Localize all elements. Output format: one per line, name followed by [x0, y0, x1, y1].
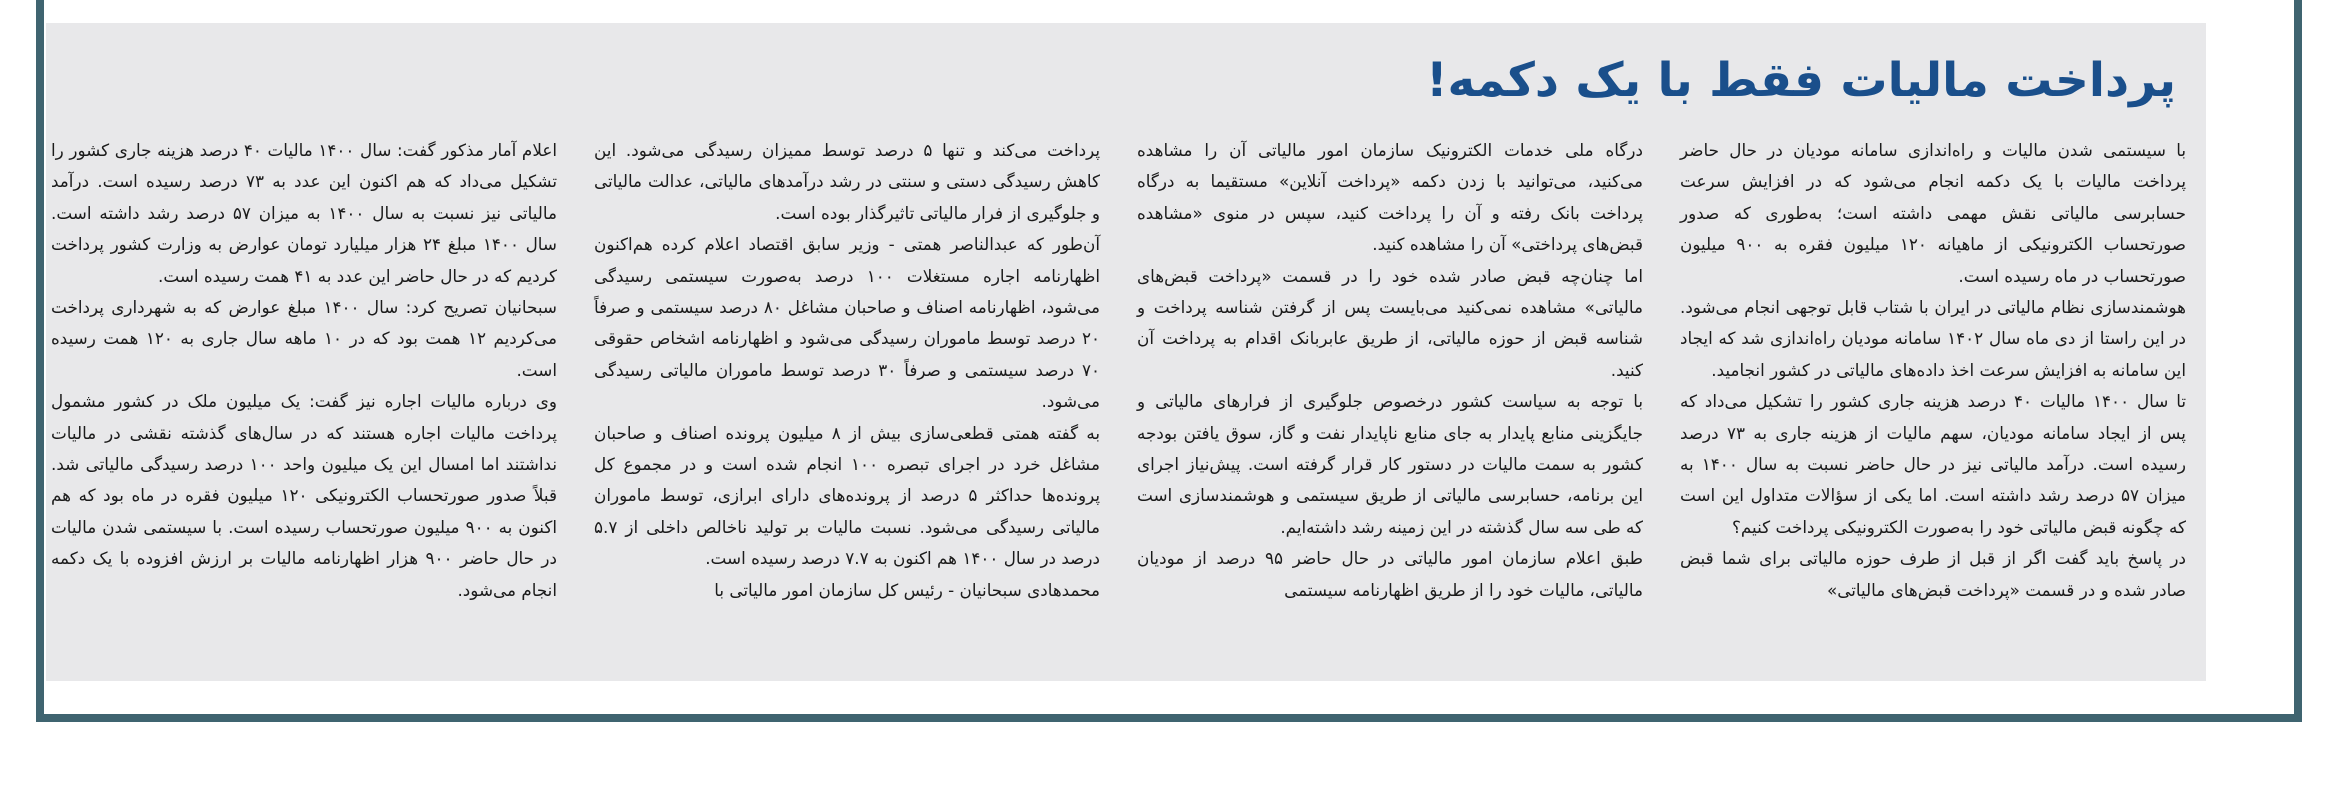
paragraph: اعلام آمار مذکور گفت: سال ۱۴۰۰ مالیات ۴۰ درصد هزینه جاری کشور را تشکیل می‌داد که هم اکنون این عدد به ۷۳ درصد رسیده است. درآمد مالیاتی نیز نسبت به سال ۱۴۰۰ به میزان ۵۷ درصد رشد داشته است. سال ۱۴۰۰ مبلغ ۲۴ هزار میلیارد تومان عوارض به وزارت کشور پرداخت کردیم که در حال حاضر این عدد به ۴۱ همت رسیده است.	[51, 140, 558, 286]
paragraph: طبق اعلام سازمان امور مالیاتی در حال حاضر ۹۵ درصد از مودیان مالیاتی، مالیات خود را از طریق اظهارنامه سیستمی	[1137, 548, 1643, 600]
article-panel	[46, 23, 2206, 681]
article-column-3	[594, 135, 1100, 606]
paragraph: درگاه ملی خدمات الکترونیک سازمان امور مالیاتی آن را مشاهده می‌کنید، می‌توانید با زدن دکمه «پرداخت آنلاین» مستقیما به درگاه پرداخت بانک رفته و آن را پرداخت کنید، سپس در منوی «مشاهده قبض‌های پرداختی» آن را مشاهده کنید.	[1137, 140, 1643, 255]
article-title: پرداخت مالیات فقط با یک دکمه!	[1426, 53, 2176, 108]
paragraph: محمدهادی سبحانیان - رئیس کل سازمان امور مالیاتی با	[714, 579, 1100, 600]
paragraph: هوشمندسازی نظام مالیاتی در ایران با شتاب قابل توجهی انجام می‌شود. در این راستا از دی ماه سال ۱۴۰۲ سامانه مودیان راه‌اندازی شد که ایجاد این سامانه به افزایش سرعت اخذ داده‌های مالیاتی در کشور انجامید.	[1680, 297, 2186, 380]
paragraph: به گفته همتی قطعی‌سازی بیش از ۸ میلیون پرونده اصناف و صاحبان مشاغل خرد در اجرای تبصره ۱۰۰ انجام شده است و در مجموع کل پرونده‌ها حداکثر ۵ درصد از پرونده‌های دارای ابرازی، توسط ماموران مالیاتی رسیدگی می‌شود. نسبت مالیات بر تولید ناخالص داخلی از ۵.۷ درصد در سال ۱۴۰۰ هم اکنون به ۷.۷ درصد رسیده است.	[594, 422, 1100, 569]
paragraph: پرداخت می‌کند و تنها ۵ درصد توسط ممیزان رسیدگی می‌شود. این کاهش رسیدگی دستی و سنتی در رشد درآمدهای مالیاتی، عدالت مالیاتی و جلوگیری از فرار مالیاتی تاثیرگذار بوده است.	[594, 140, 1101, 223]
paragraph: با سیستمی شدن مالیات و راه‌اندازی سامانه مودیان در حال حاضر پرداخت مالیات با یک دکمه انجام می‌شود که در افزایش سرعت حسابرسی مالیاتی نقش مهمی داشته است؛ به‌طوری که صدور صورتحساب الکترونیکی از ماهیانه ۱۲۰ میلیون فقره به ۹۰۰ میلیون صورتحساب در ماه رسیده است.	[1680, 140, 2187, 286]
paragraph: وی درباره مالیات اجاره نیز گفت: یک میلیون ملک در کشور مشمول پرداخت مالیات اجاره هستند که در سال‌های گذشته نقشی در مالیات نداشتند اما امسال این یک میلیون واحد ۱۰۰ درصد رسیدگی مالیاتی شد. قبلاً صدور صورتحساب الکترونیکی ۱۲۰ میلیون فقره در ماه بود که هم اکنون به ۹۰۰ میلیون صورتحساب رسیده است. با سیستمی شدن مالیات در حال حاضر ۹۰۰ هزار اظهارنامه مالیات بر ارزش افزوده با یک دکمه انجام می‌شود.	[51, 391, 558, 600]
paragraph: آن‌طور که عبدالناصر همتی - وزیر سابق اقتصاد اعلام کرده هم‌اکنون اظهارنامه اجاره مستغلات ۱۰۰ درصد به‌صورت سیستمی رسیدگی می‌شود، اظهارنامه اصناف و صاحبان مشاغل ۸۰ درصد سیستمی و صرفاً ۲۰ درصد توسط ماموران رسیدگی می‌شود و اظهارنامه اشخاص حقوقی ۷۰ درصد سیستمی و صرفاً ۳۰ درصد توسط ماموران مالیاتی رسیدگی می‌شود.	[594, 234, 1100, 412]
paragraph: با توجه به سیاست کشور درخصوص جلوگیری از فرارهای مالیاتی و جایگزینی منابع پایدار به جای منابع ناپایدار نفت و گاز، سوق یافتن بودجه کشور به سمت مالیات در دستور کار قرار گرفته است. پیش‌نیاز اجرای این برنامه، حسابرسی مالیاتی از طریق سیستمی و هوشمندسازی است که طی سه سال گذشته در این زمینه رشد داشته‌ایم.	[1137, 391, 1643, 537]
paragraph: در پاسخ باید گفت اگر از قبل از طرف حوزه مالیاتی برای شما قبض صادر شده و در قسمت «پرداخت قبض‌های مالیاتی»	[1680, 548, 2186, 600]
paragraph: اما چنان‌چه قبض صادر شده خود را در قسمت «پرداخت قبض‌های مالیاتی» مشاهده نمی‌کنید می‌بایست پس از گرفتن شناسه پرداخت و شناسه قبض از حوزه مالیاتی، از طریق عابربانک اقدام به پرداخت آن کنید.	[1137, 265, 1643, 380]
paragraph: سبحانیان تصریح کرد: سال ۱۴۰۰ مبلغ عوارض که به شهرداری پرداخت می‌کردیم ۱۲ همت بود که در ۱۰ ماهه سال جاری به ۱۲۰ همت رسیده است.	[51, 297, 557, 380]
article-column-4	[51, 135, 557, 606]
paragraph: تا سال ۱۴۰۰ مالیات ۴۰ درصد هزینه جاری کشور را تشکیل می‌داد که پس از ایجاد سامانه مودیان، سهم مالیات از هزینه جاری به ۷۳ درصد رسیده است. درآمد مالیاتی نیز در حال حاضر نسبت به سال ۱۴۰۰ به میزان ۵۷ درصد رشد داشته است. اما یکی از سؤالات متداول این است که چگونه قبض مالیاتی خود را به‌صورت الکترونیکی پرداخت کنیم؟	[1680, 391, 2187, 537]
article-column-1	[1680, 135, 2186, 606]
article-column-2	[1137, 135, 1643, 606]
